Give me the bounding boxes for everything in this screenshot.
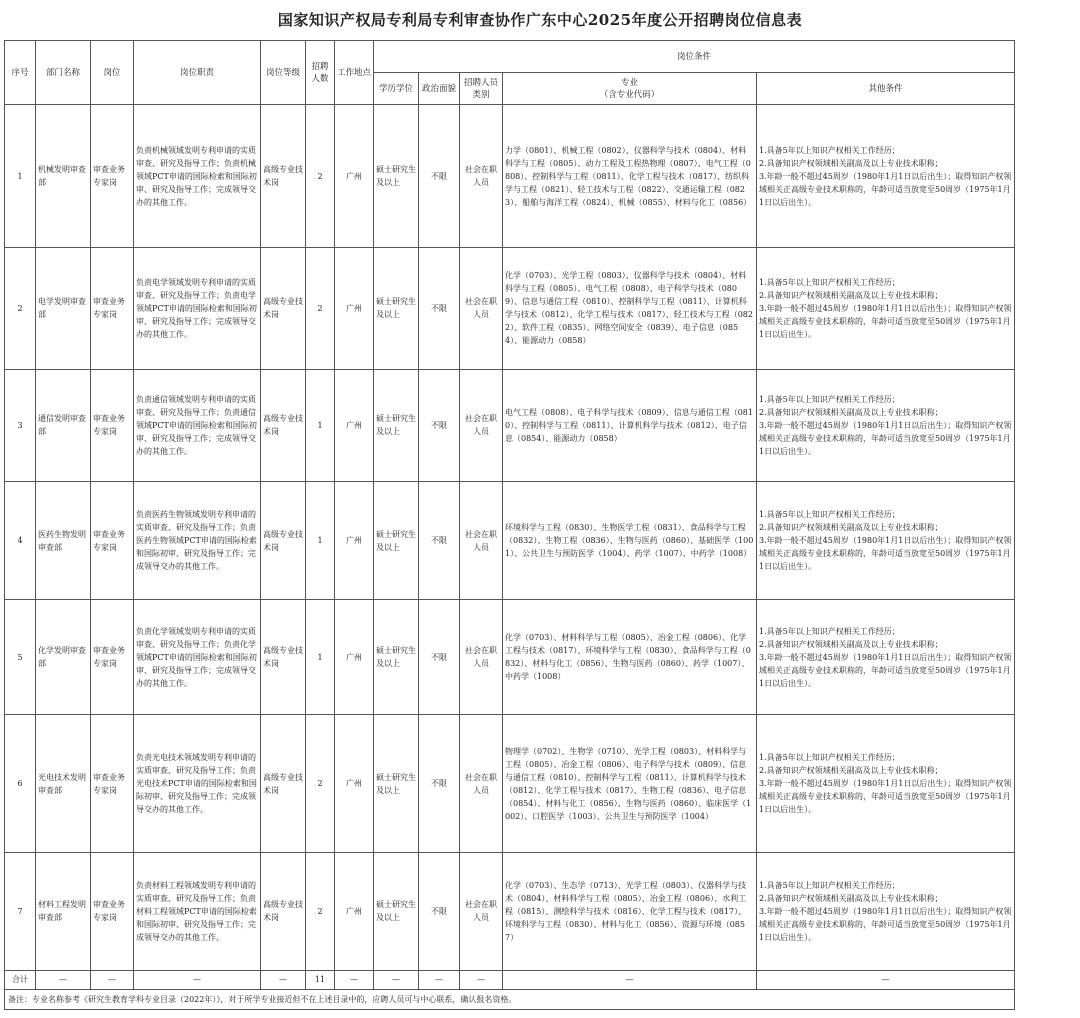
cell-post: 审查业务专家岗 (91, 105, 134, 248)
cell-other: 1.具备5年以上知识产权相关工作经历； 2.具备知识产权领域相关副高及以上专业技术职称； 3.年龄一般不超过45周岁（1980年1月1日以后出生）；取得知识产权领域相关正高级专业技术职称的，年龄可适当放宽至50周岁（1975年1月1日以后出生）。 (757, 105, 1015, 248)
cell-pol: 不限 (419, 248, 460, 370)
total-dash: — (335, 970, 374, 989)
cell-pol: 不限 (419, 715, 460, 853)
cell-duty: 负责光电技术领域发明专利申请的实质审查、研究及指导工作；负责光电技术PCT申请的国际检索和国际初审、研究及指导工作；完成领导交办的其他工作。 (134, 715, 261, 853)
cell-cat: 社会在职人员 (460, 599, 503, 715)
footnote: 备注：专业名称参考《研究生教育学科专业目录（2022年）》，对于所学专业接近但不在上述目录中的，应聘人员可与中心联系，确认报名资格。 (5, 989, 1015, 1009)
table-row (5, 248, 1015, 370)
cell-seq: 4 (5, 482, 36, 600)
header-dept: 部门名称 (36, 41, 91, 105)
cell-major: 力学（0801）、机械工程（0802）、仪器科学与技术（0804）、材料科学与工程（0805）、动力工程及工程热物理（0807）、电气工程（0808）、控制科学与工程（0811）、化学工程与技术（0817）、纺织科学与工程（0821）、轻工技术与工程（0822）、交通运输工程（0823）、船舶与海洋工程（0824）、机械（0855）、材料与化工（0856） (503, 105, 757, 248)
table-row (5, 482, 1015, 600)
cell-place: 广州 (335, 248, 374, 370)
cell-other: 1.具备5年以上知识产权相关工作经历； 2.具备知识产权领域相关副高及以上专业技术职称； 3.年龄一般不超过45周岁（1980年1月1日以后出生）；取得知识产权领域相关正高级专业技术职称的，年龄可适当放宽至50周岁（1975年1月1日以后出生）。 (757, 853, 1015, 971)
table-row (5, 599, 1015, 715)
header-place: 工作地点 (335, 41, 374, 105)
cell-cat: 社会在职人员 (460, 853, 503, 971)
header-count: 招聘人数 (306, 41, 335, 105)
cell-edu: 硕士研究生及以上 (374, 599, 419, 715)
cell-dept: 光电技术发明审查部 (36, 715, 91, 853)
header-cat: 招聘人员类别 (460, 73, 503, 105)
cell-duty: 负责机械领域发明专利申请的实质审查、研究及指导工作；负责机械领域PCT申请的国际检索和国际初审、研究及指导工作；完成领导交办的其他工作。 (134, 105, 261, 248)
total-dash: — (134, 970, 261, 989)
cell-grade: 高级专业技术岗 (261, 853, 306, 971)
cell-other: 1.具备5年以上知识产权相关工作经历； 2.具备知识产权领域相关副高及以上专业技术职称； 3.年龄一般不超过45周岁（1980年1月1日以后出生）；取得知识产权领域相关正高级专业技术职称的，年龄可适当放宽至50周岁（1975年1月1日以后出生）。 (757, 599, 1015, 715)
cell-grade: 高级专业技术岗 (261, 599, 306, 715)
cell-edu: 硕士研究生及以上 (374, 715, 419, 853)
cell-count: 1 (306, 599, 335, 715)
cell-count: 2 (306, 853, 335, 971)
cell-grade: 高级专业技术岗 (261, 248, 306, 370)
header-other: 其他条件 (757, 73, 1015, 105)
cell-grade: 高级专业技术岗 (261, 369, 306, 482)
total-label: 合计 (5, 970, 36, 989)
cell-seq: 5 (5, 599, 36, 715)
cell-duty: 负责通信领域发明专利申请的实质审查、研究及指导工作；负责通信领域PCT申请的国际检索和国际初审、研究及指导工作；完成领导交办的其他工作。 (134, 369, 261, 482)
total-dash: — (460, 970, 503, 989)
cell-place: 广州 (335, 853, 374, 971)
cell-pol: 不限 (419, 482, 460, 600)
total-row (5, 970, 1015, 989)
cell-place: 广州 (335, 369, 374, 482)
cell-post: 审查业务专家岗 (91, 369, 134, 482)
cell-place: 广州 (335, 482, 374, 600)
table-row (5, 369, 1015, 482)
total-dash: — (419, 970, 460, 989)
total-dash: — (757, 970, 1015, 989)
cell-edu: 硕士研究生及以上 (374, 482, 419, 600)
cell-seq: 1 (5, 105, 36, 248)
cell-dept: 医药生物发明审查部 (36, 482, 91, 600)
cell-count: 1 (306, 482, 335, 600)
cell-post: 审查业务专家岗 (91, 599, 134, 715)
header-seq: 序号 (5, 41, 36, 105)
cell-seq: 6 (5, 715, 36, 853)
cell-major: 化学（0703）、生态学（0713）、光学工程（0803）、仪器科学与技术（0804）、材料科学与工程（0805）、冶金工程（0806）、水利工程（0815）、测绘科学与技术（0816）、化学工程与技术（0817）、环境科学与工程（0830）、材料与化工（0856）、资源与环境（0857） (503, 853, 757, 971)
header-pol: 政治面貌 (419, 73, 460, 105)
cell-count: 1 (306, 369, 335, 482)
page-title: 国家知识产权局专利局专利审查协作广东中心2025年度公开招聘岗位信息表 (277, 11, 803, 29)
cell-cat: 社会在职人员 (460, 248, 503, 370)
cell-edu: 硕士研究生及以上 (374, 369, 419, 482)
header-edu: 学历学位 (374, 73, 419, 105)
cell-dept: 化学发明审查部 (36, 599, 91, 715)
cell-post: 审查业务专家岗 (91, 248, 134, 370)
header-post: 岗位 (91, 41, 134, 105)
cell-major: 物理学（0702）、生物学（0710）、光学工程（0803）、材料科学与工程（0805）、冶金工程（0806）、电子科学与技术（0809）、信息与通信工程（0810）、控制科学与工程（0811）、计算机科学与技术（0812）、化学工程与技术（0817）、生物工程（0836）、电子信息（0854）、材料与化工（0856）、生物与医药（0860）、临床医学（1002）、口腔医学（1003）、公共卫生与预防医学（1004） (503, 715, 757, 853)
cell-count: 2 (306, 105, 335, 248)
cell-pol: 不限 (419, 853, 460, 971)
table-row (5, 853, 1015, 971)
cell-major: 电气工程（0808）、电子科学与技术（0809）、信息与通信工程（0810）、控制科学与工程（0811）、计算机科学与技术（0812）、电子信息（0854）、能源动力（0858） (503, 369, 757, 482)
cell-seq: 7 (5, 853, 36, 971)
cell-place: 广州 (335, 105, 374, 248)
cell-dept: 电学发明审查部 (36, 248, 91, 370)
cell-cat: 社会在职人员 (460, 482, 503, 600)
total-count: 11 (306, 970, 335, 989)
total-dash: — (261, 970, 306, 989)
total-dash: — (374, 970, 419, 989)
table-row (5, 715, 1015, 853)
total-dash: — (503, 970, 757, 989)
cell-post: 审查业务专家岗 (91, 715, 134, 853)
cell-post: 审查业务专家岗 (91, 482, 134, 600)
cell-place: 广州 (335, 715, 374, 853)
cell-cat: 社会在职人员 (460, 105, 503, 248)
cell-duty: 负责电学领域发明专利申请的实质审查、研究及指导工作；负责电学领域PCT申请的国际检索和国际初审、研究及指导工作；完成领导交办的其他工作。 (134, 248, 261, 370)
cell-duty: 负责材料工程领域发明专利申请的实质审查、研究及指导工作；负责材料工程领域PCT申请的国际检索和国际初审、研究及指导工作；完成领导交办的其他工作。 (134, 853, 261, 971)
cell-other: 1.具备5年以上知识产权相关工作经历； 2.具备知识产权领域相关副高及以上专业技术职称； 3.年龄一般不超过45周岁（1980年1月1日以后出生）；取得知识产权领域相关正高级专业技术职称的，年龄可适当放宽至50周岁（1975年1月1日以后出生）。 (757, 248, 1015, 370)
cell-other: 1.具备5年以上知识产权相关工作经历； 2.具备知识产权领域相关副高及以上专业技术职称； 3.年龄一般不超过45周岁（1980年1月1日以后出生）；取得知识产权领域相关正高级专业技术职称的，年龄可适当放宽至50周岁（1975年1月1日以后出生）。 (757, 369, 1015, 482)
cell-pol: 不限 (419, 599, 460, 715)
cell-seq: 3 (5, 369, 36, 482)
cell-edu: 硕士研究生及以上 (374, 853, 419, 971)
header-conditions: 岗位条件 (374, 41, 1015, 73)
cell-edu: 硕士研究生及以上 (374, 105, 419, 248)
cell-seq: 2 (5, 248, 36, 370)
total-dash: — (36, 970, 91, 989)
cell-cat: 社会在职人员 (460, 715, 503, 853)
cell-place: 广州 (335, 599, 374, 715)
cell-major: 化学（0703）、光学工程（0803）、仪器科学与技术（0804）、材料科学与工程（0805）、电气工程（0808）、电子科学与技术（0809）、信息与通信工程（0810）、控制科学与工程（0811）、计算机科学与技术（0812）、化学工程与技术（0817）、轻工技术与工程（0822）、软件工程（0835）、网络空间安全（0839）、电子信息（0854）、能源动力（0858） (503, 248, 757, 370)
cell-grade: 高级专业技术岗 (261, 105, 306, 248)
cell-grade: 高级专业技术岗 (261, 715, 306, 853)
recruitment-table (4, 40, 1015, 1010)
header-duty: 岗位职责 (134, 41, 261, 105)
cell-grade: 高级专业技术岗 (261, 482, 306, 600)
cell-duty: 负责化学领域发明专利申请的实质审查、研究及指导工作；负责化学领域PCT申请的国际检索和国际初审、研究及指导工作；完成领导交办的其他工作。 (134, 599, 261, 715)
cell-major: 环境科学与工程（0830）、生物医学工程（0831）、食品科学与工程（0832）、生物工程（0836）、生物与医药（0860）、基础医学（1001）、公共卫生与预防医学（1004）、药学（1007）、中药学（1008） (503, 482, 757, 600)
cell-edu: 硕士研究生及以上 (374, 248, 419, 370)
cell-dept: 机械发明审查部 (36, 105, 91, 248)
cell-dept: 通信发明审查部 (36, 369, 91, 482)
cell-duty: 负责医药生物领域发明专利申请的实质审查、研究及指导工作；负责医药生物领域PCT申请的国际检索和国际初审、研究及指导工作；完成领导交办的其他工作。 (134, 482, 261, 600)
header-major: 专业 （含专业代码） (503, 73, 757, 105)
cell-other: 1.具备5年以上知识产权相关工作经历； 2.具备知识产权领域相关副高及以上专业技术职称； 3.年龄一般不超过45周岁（1980年1月1日以后出生）；取得知识产权领域相关正高级专业技术职称的，年龄可适当放宽至50周岁（1975年1月1日以后出生）。 (757, 482, 1015, 600)
cell-post: 审查业务专家岗 (91, 853, 134, 971)
table-row (5, 105, 1015, 248)
cell-pol: 不限 (419, 369, 460, 482)
header-grade: 岗位等级 (261, 41, 306, 105)
cell-other: 1.具备5年以上知识产权相关工作经历； 2.具备知识产权领域相关副高及以上专业技术职称； 3.年龄一般不超过45周岁（1980年1月1日以后出生）；取得知识产权领域相关正高级专业技术职称的，年龄可适当放宽至50周岁（1975年1月1日以后出生）。 (757, 715, 1015, 853)
cell-count: 2 (306, 248, 335, 370)
cell-major: 化学（0703）、材料科学与工程（0805）、冶金工程（0806）、化学工程与技术（0817）、环境科学与工程（0830）、食品科学与工程（0832）、材料与化工（0856）、生物与医药（0860）、药学（1007）、中药学（1008） (503, 599, 757, 715)
total-dash: — (91, 970, 134, 989)
cell-cat: 社会在职人员 (460, 369, 503, 482)
cell-pol: 不限 (419, 105, 460, 248)
cell-count: 2 (306, 715, 335, 853)
cell-dept: 材料工程发明审查部 (36, 853, 91, 971)
